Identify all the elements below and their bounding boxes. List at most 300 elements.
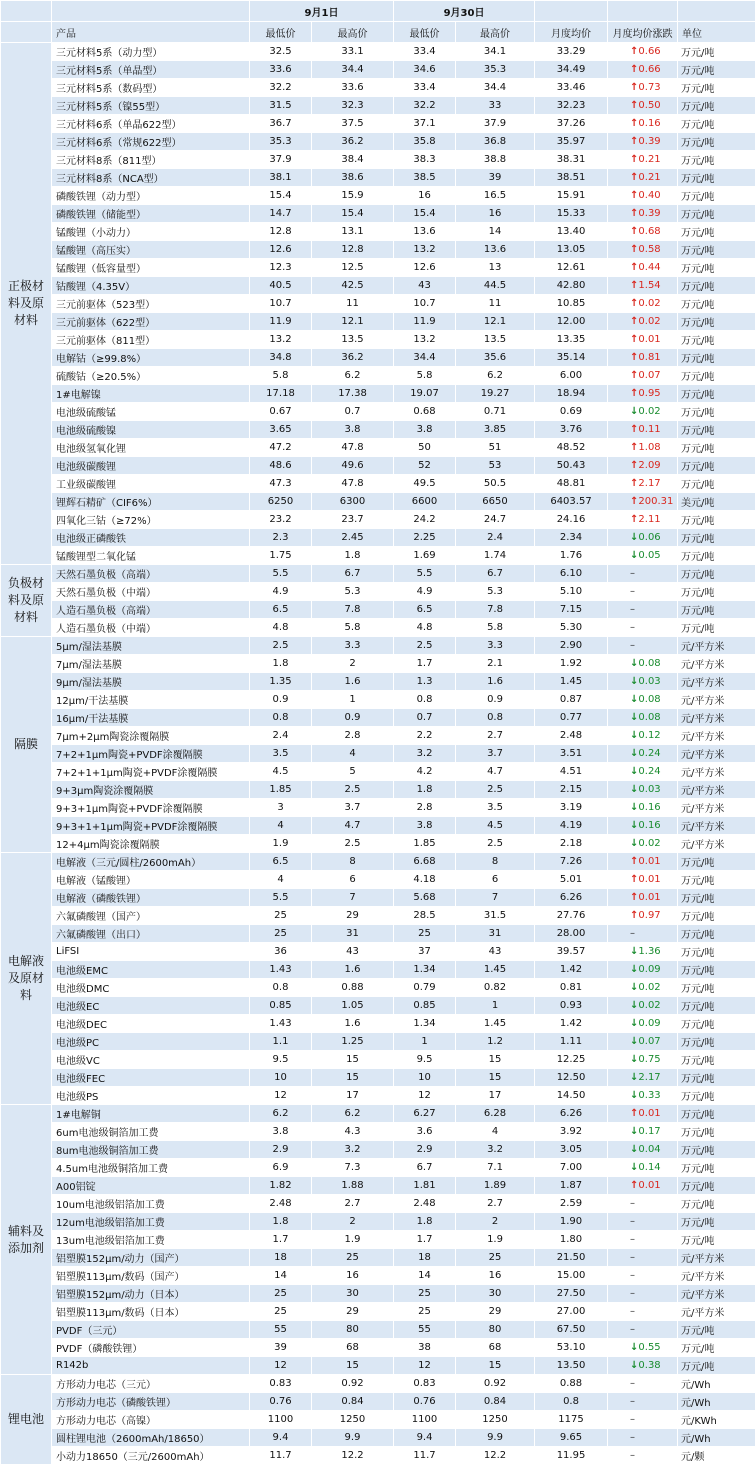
table-row (1, 295, 755, 313)
product-name: 电池级PC (52, 1033, 250, 1051)
table-row (1, 1213, 755, 1231)
low-price-start: 1.35 (250, 673, 312, 691)
product-name: 电池级正磷酸铁 (52, 529, 250, 547)
monthly-average: 2.59 (535, 1195, 608, 1213)
product-name: 三元材料5系（动力型） (52, 43, 250, 61)
change-value: 0.66 (638, 64, 661, 75)
low-price-end: 38 (394, 1339, 456, 1357)
monthly-change (608, 1105, 678, 1123)
low-price-end: 6.7 (394, 1159, 456, 1177)
unit-label: 万元/吨 (678, 313, 755, 331)
monthly-average: 6403.57 (535, 493, 608, 511)
low-price-end: 5.8 (394, 367, 456, 385)
monthly-change (608, 187, 678, 205)
product-name: 三元材料8系（811型） (52, 151, 250, 169)
product-name: 电池级EMC (52, 961, 250, 979)
change-value: 0.55 (638, 1342, 661, 1353)
low-price-start: 9.4 (250, 1429, 312, 1447)
monthly-change (608, 907, 678, 925)
change-value: 200.31 (638, 496, 674, 507)
high-price-start: 4 (312, 745, 394, 763)
low-price-end: 15.4 (394, 205, 456, 223)
header-date-end: 9月30日 (394, 1, 535, 22)
product-name: 8um电池级铜箔加工费 (52, 1141, 250, 1159)
high-price-start: 12.2 (312, 1447, 394, 1465)
unit-label: 万元/吨 (678, 295, 755, 313)
up-arrow-icon: ↑ (630, 352, 639, 363)
product-name: 电池级氢氧化锂 (52, 439, 250, 457)
table-row (1, 817, 755, 835)
change-value: 0.58 (638, 244, 661, 255)
high-price-start: 9.9 (312, 1429, 394, 1447)
low-price-end: 3.2 (394, 745, 456, 763)
table-row (1, 979, 755, 997)
high-price-start: 15 (312, 1069, 394, 1087)
monthly-average: 27.50 (535, 1285, 608, 1303)
monthly-change (608, 547, 678, 565)
monthly-average: 50.43 (535, 457, 608, 475)
high-price-end: 39 (456, 169, 535, 187)
table-row (1, 1231, 755, 1249)
unit-label: 万元/吨 (678, 1195, 755, 1213)
monthly-change (608, 1069, 678, 1087)
monthly-change (608, 1429, 678, 1447)
high-price-start: 13.5 (312, 331, 394, 349)
high-price-start: 6.2 (312, 1105, 394, 1123)
table-row (1, 475, 755, 493)
low-price-end: 6.68 (394, 853, 456, 871)
category-label: 正极材料及原材料 (1, 43, 52, 565)
product-name: 四氧化三钴（≥72%） (52, 511, 250, 529)
unit-label: 元/颗 (678, 1447, 755, 1465)
low-price-end: 43 (394, 277, 456, 295)
monthly-average: 7.00 (535, 1159, 608, 1177)
high-price-end: 24.7 (456, 511, 535, 529)
high-price-start: 0.7 (312, 403, 394, 421)
low-price-start: 2.3 (250, 529, 312, 547)
product-name: 天然石墨负极（中端） (52, 583, 250, 601)
unit-label: 元/Wh (678, 1375, 755, 1393)
low-price-end: 33.4 (394, 43, 456, 61)
low-price-start: 5.5 (250, 889, 312, 907)
monthly-average: 0.88 (535, 1375, 608, 1393)
low-price-end: 6.5 (394, 601, 456, 619)
table-row (1, 151, 755, 169)
monthly-change (608, 511, 678, 529)
monthly-average: 48.52 (535, 439, 608, 457)
header-unit: 单位 (678, 22, 755, 43)
low-price-start: 2.48 (250, 1195, 312, 1213)
high-price-end: 11 (456, 295, 535, 313)
table-row (1, 637, 755, 655)
monthly-change (608, 781, 678, 799)
unit-label: 万元/吨 (678, 1339, 755, 1357)
low-price-end: 2.5 (394, 637, 456, 655)
high-price-start: 80 (312, 1321, 394, 1339)
monthly-average: 6.26 (535, 889, 608, 907)
product-name: 铝塑膜113μm/数码（日本） (52, 1303, 250, 1321)
change-value: 0.66 (638, 46, 661, 57)
high-price-end: 13.6 (456, 241, 535, 259)
low-price-start: 10.7 (250, 295, 312, 313)
monthly-change (608, 1267, 678, 1285)
monthly-change (608, 925, 678, 943)
monthly-average: 2.18 (535, 835, 608, 853)
high-price-end: 33 (456, 97, 535, 115)
high-price-end: 7.8 (456, 601, 535, 619)
product-name: PVDF（三元） (52, 1321, 250, 1339)
unit-label: 元/平方米 (678, 1285, 755, 1303)
monthly-change (608, 835, 678, 853)
monthly-change (608, 115, 678, 133)
change-value: 1.54 (638, 280, 661, 291)
high-price-end: 7 (456, 889, 535, 907)
table-row (1, 43, 755, 61)
monthly-change (608, 403, 678, 421)
up-arrow-icon: ↑ (630, 262, 639, 273)
up-arrow-icon: ↑ (630, 478, 639, 489)
low-price-start: 12 (250, 1087, 312, 1105)
monthly-average: 38.31 (535, 151, 608, 169)
monthly-change (608, 367, 678, 385)
unit-label: 万元/吨 (678, 187, 755, 205)
product-name: 7+2+1+1μm陶瓷+PVDF涂覆隔膜 (52, 763, 250, 781)
table-row (1, 889, 755, 907)
unit-label: 万元/吨 (678, 169, 755, 187)
monthly-average: 14.50 (535, 1087, 608, 1105)
product-name: 三元材料8系（NCA型） (52, 169, 250, 187)
category-label: 隔膜 (1, 637, 52, 853)
table-row (1, 1447, 755, 1465)
up-arrow-icon: ↑ (630, 136, 639, 147)
monthly-average: 2.90 (535, 637, 608, 655)
unit-label: 万元/吨 (678, 853, 755, 871)
unit-label: 万元/吨 (678, 475, 755, 493)
high-price-end: 50.5 (456, 475, 535, 493)
table-row (1, 313, 755, 331)
table-row (1, 907, 755, 925)
up-arrow-icon: ↑ (630, 388, 639, 399)
monthly-average: 13.40 (535, 223, 608, 241)
high-price-start: 32.3 (312, 97, 394, 115)
change-value: 0.02 (638, 316, 661, 327)
high-price-start: 29 (312, 1303, 394, 1321)
header-blank (608, 1, 678, 22)
high-price-start: 1.8 (312, 547, 394, 565)
monthly-average: 0.81 (535, 979, 608, 997)
low-price-start: 0.83 (250, 1375, 312, 1393)
high-price-start: 1 (312, 691, 394, 709)
unit-label: 元/Wh (678, 1393, 755, 1411)
monthly-average: 32.23 (535, 97, 608, 115)
low-price-start: 1100 (250, 1411, 312, 1429)
change-value: – (630, 622, 636, 633)
table-row (1, 583, 755, 601)
monthly-average: 39.57 (535, 943, 608, 961)
monthly-change (608, 1411, 678, 1429)
low-price-start: 25 (250, 1303, 312, 1321)
unit-label: 美元/吨 (678, 493, 755, 511)
change-value: – (630, 604, 636, 615)
change-value: 0.01 (638, 874, 661, 885)
up-arrow-icon: ↑ (630, 280, 639, 291)
table-row (1, 367, 755, 385)
unit-label: 元/平方米 (678, 1303, 755, 1321)
product-name: 电池级FEC (52, 1069, 250, 1087)
unit-label: 万元/吨 (678, 1141, 755, 1159)
product-name: 铝塑膜113μm/数码（国产） (52, 1267, 250, 1285)
high-price-end: 15 (456, 1069, 535, 1087)
product-name: 9+3+1μm陶瓷+PVDF涂覆隔膜 (52, 799, 250, 817)
low-price-end: 1.69 (394, 547, 456, 565)
unit-label: 万元/吨 (678, 1159, 755, 1177)
monthly-average: 35.97 (535, 133, 608, 151)
monthly-average: 0.87 (535, 691, 608, 709)
high-price-end: 2.5 (456, 835, 535, 853)
monthly-average: 24.16 (535, 511, 608, 529)
monthly-change (608, 205, 678, 223)
change-value: 0.21 (638, 172, 661, 183)
low-price-end: 34.4 (394, 349, 456, 367)
table-row (1, 1249, 755, 1267)
monthly-average: 5.10 (535, 583, 608, 601)
monthly-change (608, 1213, 678, 1231)
low-price-start: 1.8 (250, 655, 312, 673)
up-arrow-icon: ↑ (630, 46, 639, 57)
down-arrow-icon: ↓ (630, 730, 639, 741)
monthly-average: 3.76 (535, 421, 608, 439)
high-price-end: 53 (456, 457, 535, 475)
product-name: 电解液（三元/圆柱/2600mAh） (52, 853, 250, 871)
high-price-end: 6650 (456, 493, 535, 511)
low-price-start: 34.8 (250, 349, 312, 367)
monthly-average: 13.50 (535, 1357, 608, 1375)
change-value: 0.02 (638, 406, 661, 417)
change-value: – (630, 1252, 636, 1263)
monthly-change (608, 313, 678, 331)
high-price-end: 1.6 (456, 673, 535, 691)
monthly-average: 67.50 (535, 1321, 608, 1339)
header-high-start: 最高价 (312, 22, 394, 43)
table-row (1, 1015, 755, 1033)
table-row (1, 1177, 755, 1195)
high-price-end: 6.2 (456, 367, 535, 385)
change-value: 0.68 (638, 226, 661, 237)
unit-label: 万元/吨 (678, 115, 755, 133)
high-price-end: 51 (456, 439, 535, 457)
header-high-end: 最高价 (456, 22, 535, 43)
monthly-change (608, 583, 678, 601)
monthly-average: 15.33 (535, 205, 608, 223)
monthly-average: 13.05 (535, 241, 608, 259)
product-name: 5μm/湿法基膜 (52, 637, 250, 655)
change-value: 0.81 (638, 352, 661, 363)
low-price-end: 10 (394, 1069, 456, 1087)
product-name: 工业级碳酸锂 (52, 475, 250, 493)
low-price-start: 2.9 (250, 1141, 312, 1159)
low-price-end: 10.7 (394, 295, 456, 313)
down-arrow-icon: ↓ (630, 838, 639, 849)
header-row-dates (1, 1, 755, 22)
monthly-change (608, 763, 678, 781)
unit-label: 万元/吨 (678, 547, 755, 565)
product-name: 三元前驱体（622型） (52, 313, 250, 331)
high-price-end: 4.5 (456, 817, 535, 835)
high-price-end: 2.7 (456, 727, 535, 745)
high-price-end: 0.71 (456, 403, 535, 421)
product-name: 9+3+1+1μm陶瓷+PVDF涂覆隔膜 (52, 817, 250, 835)
unit-label: 万元/吨 (678, 1231, 755, 1249)
monthly-average: 1.76 (535, 547, 608, 565)
low-price-start: 35.3 (250, 133, 312, 151)
low-price-start: 3.5 (250, 745, 312, 763)
high-price-start: 43 (312, 943, 394, 961)
monthly-average: 27.76 (535, 907, 608, 925)
up-arrow-icon: ↑ (630, 298, 639, 309)
product-name: 电池级PS (52, 1087, 250, 1105)
low-price-start: 47.3 (250, 475, 312, 493)
product-name: 电解液（磷酸铁锂） (52, 889, 250, 907)
change-value: – (630, 1414, 636, 1425)
table-row (1, 1195, 755, 1213)
unit-label: 万元/吨 (678, 223, 755, 241)
table-row (1, 259, 755, 277)
low-price-start: 23.2 (250, 511, 312, 529)
unit-label: 万元/吨 (678, 943, 755, 961)
monthly-change (608, 1195, 678, 1213)
high-price-start: 3.3 (312, 637, 394, 655)
high-price-start: 7.8 (312, 601, 394, 619)
unit-label: 万元/吨 (678, 583, 755, 601)
product-name: 电池级EC (52, 997, 250, 1015)
change-value: 0.07 (638, 1036, 661, 1047)
low-price-start: 3 (250, 799, 312, 817)
low-price-start: 13.2 (250, 331, 312, 349)
low-price-start: 1.82 (250, 1177, 312, 1195)
header-blank (678, 1, 755, 22)
change-value: 0.33 (638, 1090, 661, 1101)
high-price-start: 34.4 (312, 61, 394, 79)
monthly-average: 12.50 (535, 1069, 608, 1087)
high-price-end: 1.89 (456, 1177, 535, 1195)
high-price-start: 5.3 (312, 583, 394, 601)
low-price-start: 11.9 (250, 313, 312, 331)
monthly-average: 33.29 (535, 43, 608, 61)
product-name: 三元前驱体（811型） (52, 331, 250, 349)
down-arrow-icon: ↓ (630, 550, 639, 561)
category-label: 锂电池 (1, 1375, 52, 1465)
change-value: 0.01 (638, 334, 661, 345)
unit-label: 万元/吨 (678, 457, 755, 475)
product-name: 锰酸锂型二氧化锰 (52, 547, 250, 565)
unit-label: 万元/吨 (678, 1033, 755, 1051)
product-name: 1#电解铜 (52, 1105, 250, 1123)
high-price-start: 5.8 (312, 619, 394, 637)
unit-label: 元/平方米 (678, 709, 755, 727)
monthly-average: 13.35 (535, 331, 608, 349)
category-label: 电解液及原材料 (1, 853, 52, 1105)
monthly-change (608, 619, 678, 637)
low-price-end: 14 (394, 1267, 456, 1285)
monthly-average: 4.51 (535, 763, 608, 781)
low-price-start: 25 (250, 1285, 312, 1303)
unit-label: 万元/吨 (678, 565, 755, 583)
high-price-end: 31 (456, 925, 535, 943)
low-price-end: 12 (394, 1087, 456, 1105)
down-arrow-icon: ↓ (630, 1072, 639, 1083)
down-arrow-icon: ↓ (630, 712, 639, 723)
low-price-end: 28.5 (394, 907, 456, 925)
monthly-change (608, 943, 678, 961)
up-arrow-icon: ↑ (630, 154, 639, 165)
low-price-end: 49.5 (394, 475, 456, 493)
table-row (1, 1357, 755, 1375)
monthly-average: 1.87 (535, 1177, 608, 1195)
unit-label: 万元/吨 (678, 349, 755, 367)
unit-label: 万元/吨 (678, 979, 755, 997)
high-price-end: 15 (456, 1051, 535, 1069)
high-price-end: 2.5 (456, 781, 535, 799)
monthly-change (608, 799, 678, 817)
table-row (1, 619, 755, 637)
low-price-end: 12 (394, 1357, 456, 1375)
header-blank (1, 22, 52, 43)
monthly-average: 2.34 (535, 529, 608, 547)
high-price-start: 36.2 (312, 133, 394, 151)
change-value: 0.11 (638, 424, 661, 435)
up-arrow-icon: ↑ (630, 856, 639, 867)
low-price-start: 14 (250, 1267, 312, 1285)
down-arrow-icon: ↓ (630, 1360, 639, 1371)
table-row (1, 1267, 755, 1285)
low-price-start: 6250 (250, 493, 312, 511)
high-price-end: 2.4 (456, 529, 535, 547)
table-row (1, 835, 755, 853)
high-price-start: 37.5 (312, 115, 394, 133)
header-low-end: 最低价 (394, 22, 456, 43)
low-price-end: 2.25 (394, 529, 456, 547)
low-price-end: 4.9 (394, 583, 456, 601)
high-price-end: 37.9 (456, 115, 535, 133)
table-row (1, 457, 755, 475)
monthly-change (608, 1393, 678, 1411)
unit-label: 元/平方米 (678, 637, 755, 655)
high-price-end: 1.45 (456, 1015, 535, 1033)
monthly-average: 3.05 (535, 1141, 608, 1159)
unit-label: 元/平方米 (678, 727, 755, 745)
monthly-change (608, 1447, 678, 1465)
high-price-start: 6300 (312, 493, 394, 511)
product-name: 钴酸锂（4.35V） (52, 277, 250, 295)
low-price-start: 12.3 (250, 259, 312, 277)
up-arrow-icon: ↑ (630, 496, 639, 507)
low-price-end: 1.8 (394, 1213, 456, 1231)
monthly-change (608, 637, 678, 655)
change-value: – (630, 1378, 636, 1389)
change-value: 0.06 (638, 532, 661, 543)
high-price-start: 11 (312, 295, 394, 313)
high-price-start: 31 (312, 925, 394, 943)
monthly-average: 3.92 (535, 1123, 608, 1141)
low-price-end: 1.85 (394, 835, 456, 853)
change-value: 1.36 (638, 946, 661, 957)
monthly-change (608, 1141, 678, 1159)
monthly-average: 1.90 (535, 1213, 608, 1231)
low-price-end: 0.8 (394, 691, 456, 709)
change-value: 0.01 (638, 1180, 661, 1191)
product-name: 电池级碳酸锂 (52, 457, 250, 475)
low-price-start: 18 (250, 1249, 312, 1267)
